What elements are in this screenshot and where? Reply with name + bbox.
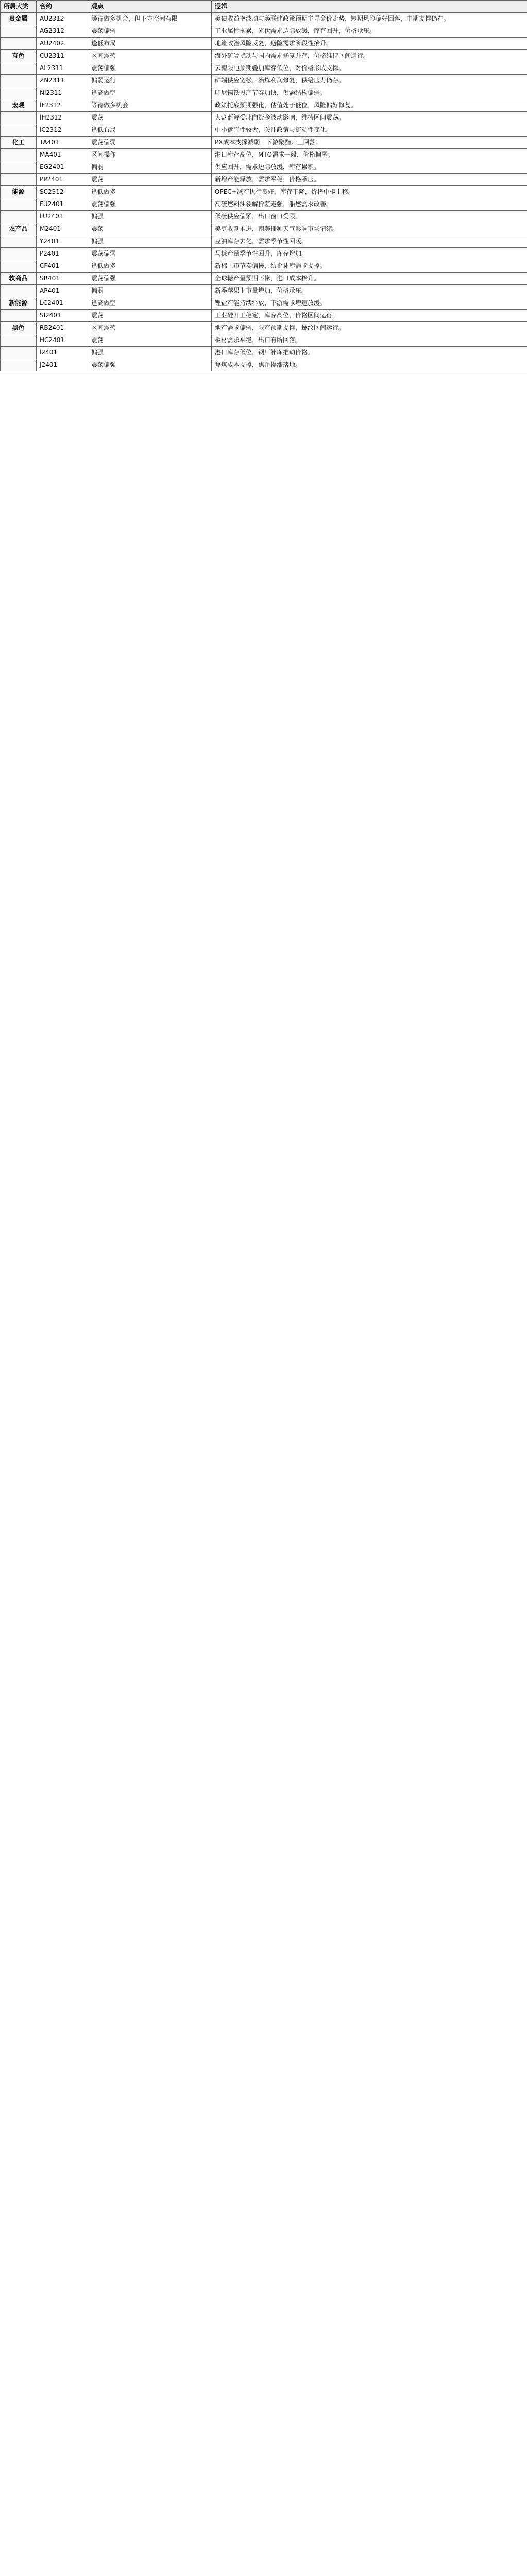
cell-contract: Y2401	[37, 235, 88, 248]
table-row	[1, 124, 527, 137]
cell-view: 偏弱	[88, 161, 212, 174]
cell-view: 区间操作	[88, 149, 212, 161]
cell-logic: 矿端供应宽松，冶炼利润修复，供给压力仍存。	[212, 75, 527, 87]
cell-category	[1, 62, 37, 75]
cell-view: 偏弱运行	[88, 75, 212, 87]
cell-category	[1, 38, 37, 50]
cell-category	[1, 198, 37, 211]
cell-contract: SC2312	[37, 186, 88, 198]
cell-category: 农产品	[1, 223, 37, 235]
header-category: 所属大类	[1, 1, 37, 13]
cell-contract: LC2401	[37, 297, 88, 310]
table-row	[1, 310, 527, 322]
cell-category	[1, 112, 37, 124]
cell-logic: 新棉上市节奏偏慢，纺企补库需求支撑。	[212, 260, 527, 273]
table-row	[1, 186, 527, 198]
cell-logic: 中小盘弹性较大，关注政策与流动性变化。	[212, 124, 527, 137]
cell-category	[1, 260, 37, 273]
cell-view: 区间震荡	[88, 322, 212, 334]
cell-category	[1, 161, 37, 174]
cell-view: 偏强	[88, 211, 212, 223]
cell-category	[1, 87, 37, 99]
cell-contract: TA401	[37, 137, 88, 149]
cell-contract: ZN2311	[37, 75, 88, 87]
cell-contract: IH2312	[37, 112, 88, 124]
cell-category	[1, 359, 37, 371]
table-row	[1, 75, 527, 87]
cell-category	[1, 235, 37, 248]
cell-logic: 港口库存低位，钢厂补库推动价格。	[212, 347, 527, 359]
cell-logic: OPEC+减产执行良好，库存下降，价格中枢上移。	[212, 186, 527, 198]
cell-logic: 供应回升，需求边际放缓，库存累积。	[212, 161, 527, 174]
cell-category: 宏观	[1, 99, 37, 112]
cell-contract: FU2401	[37, 198, 88, 211]
table-row	[1, 87, 527, 99]
cell-view: 逢低布局	[88, 124, 212, 137]
header-logic: 逻辑	[212, 1, 527, 13]
cell-category: 化工	[1, 137, 37, 149]
cell-contract: IC2312	[37, 124, 88, 137]
cell-view: 逢高做空	[88, 297, 212, 310]
cell-contract: AU2402	[37, 38, 88, 50]
table-row	[1, 359, 527, 371]
header-contract: 合约	[37, 1, 88, 13]
table-row	[1, 285, 527, 297]
cell-contract: EG2401	[37, 161, 88, 174]
cell-category: 新能源	[1, 297, 37, 310]
cell-logic: 锂盐产能持续释放，下游需求增速放缓。	[212, 297, 527, 310]
table-row	[1, 297, 527, 310]
cell-view: 震荡偏强	[88, 273, 212, 285]
cell-view: 逢低布局	[88, 38, 212, 50]
table-row	[1, 161, 527, 174]
table-row	[1, 149, 527, 161]
strategy-table	[0, 0, 527, 371]
cell-category	[1, 25, 37, 38]
cell-category	[1, 174, 37, 186]
cell-view: 震荡偏强	[88, 198, 212, 211]
table-row	[1, 273, 527, 285]
cell-logic: 云南限电预期叠加库存低位，对价格形成支撑。	[212, 62, 527, 75]
table-row	[1, 112, 527, 124]
cell-view: 震荡偏弱	[88, 248, 212, 260]
table-row	[1, 235, 527, 248]
cell-logic: 板材需求平稳，出口有所回落。	[212, 334, 527, 347]
cell-contract: AL2311	[37, 62, 88, 75]
cell-contract: SR401	[37, 273, 88, 285]
strategy-table-wrapper	[0, 0, 527, 371]
cell-category	[1, 75, 37, 87]
cell-category: 黑色	[1, 322, 37, 334]
cell-logic: 低硫供应偏紧，出口窗口受限。	[212, 211, 527, 223]
cell-contract: J2401	[37, 359, 88, 371]
cell-logic: 地产需求偏弱，限产预期支撑，螺纹区间运行。	[212, 322, 527, 334]
cell-contract: AP401	[37, 285, 88, 297]
table-row	[1, 25, 527, 38]
cell-view: 震荡偏弱	[88, 25, 212, 38]
cell-view: 等待做多机会	[88, 99, 212, 112]
cell-category	[1, 149, 37, 161]
table-row	[1, 248, 527, 260]
table-header-row	[1, 1, 527, 13]
cell-view: 逢低做多	[88, 186, 212, 198]
cell-category	[1, 334, 37, 347]
cell-logic: 马棕产量季节性回升，库存增加。	[212, 248, 527, 260]
table-row	[1, 62, 527, 75]
cell-category: 软商品	[1, 273, 37, 285]
cell-logic: 美债收益率波动与美联储政策预期主导金价走势，短期风险偏好回落，中期支撑仍在。	[212, 13, 527, 25]
cell-contract: RB2401	[37, 322, 88, 334]
cell-category: 有色	[1, 50, 37, 62]
cell-category	[1, 211, 37, 223]
cell-logic: 政策托底预期强化，估值处于低位，风险偏好修复。	[212, 99, 527, 112]
cell-view: 偏强	[88, 347, 212, 359]
cell-view: 区间震荡	[88, 50, 212, 62]
cell-contract: LU2401	[37, 211, 88, 223]
cell-logic: 新增产能释放，需求平稳，价格承压。	[212, 174, 527, 186]
table-row	[1, 322, 527, 334]
cell-view: 等待做多机会，但下方空间有限	[88, 13, 212, 25]
cell-view: 震荡偏强	[88, 359, 212, 371]
cell-view: 逢高做空	[88, 87, 212, 99]
cell-logic: 豆油库存去化，需求季节性回暖。	[212, 235, 527, 248]
table-row	[1, 334, 527, 347]
table-row	[1, 137, 527, 149]
cell-logic: 工业硅开工稳定，库存高位，价格区间运行。	[212, 310, 527, 322]
cell-logic: 港口库存高位，MTO需求一般，价格偏弱。	[212, 149, 527, 161]
cell-contract: SI2401	[37, 310, 88, 322]
table-row	[1, 223, 527, 235]
cell-category	[1, 285, 37, 297]
table-row	[1, 211, 527, 223]
cell-contract: HC2401	[37, 334, 88, 347]
table-body	[1, 13, 527, 371]
table-row	[1, 13, 527, 25]
cell-category	[1, 248, 37, 260]
cell-logic: 高硫燃料油裂解价差走强，船燃需求改善。	[212, 198, 527, 211]
cell-view: 震荡偏弱	[88, 137, 212, 149]
cell-view: 震荡	[88, 334, 212, 347]
table-row	[1, 347, 527, 359]
cell-contract: NI2311	[37, 87, 88, 99]
cell-logic: 美豆收割推进，南美播种天气影响市场情绪。	[212, 223, 527, 235]
cell-contract: M2401	[37, 223, 88, 235]
cell-contract: IF2312	[37, 99, 88, 112]
cell-view: 偏弱	[88, 285, 212, 297]
cell-view: 逢低做多	[88, 260, 212, 273]
cell-logic: 印尼镍铁投产节奏加快，供需结构偏弱。	[212, 87, 527, 99]
cell-view: 震荡	[88, 174, 212, 186]
cell-contract: PP2401	[37, 174, 88, 186]
cell-logic: 全球糖产量预期下修，进口成本抬升。	[212, 273, 527, 285]
cell-view: 震荡	[88, 310, 212, 322]
table-row	[1, 198, 527, 211]
cell-contract: AU2312	[37, 13, 88, 25]
cell-category: 能源	[1, 186, 37, 198]
cell-logic: 新季苹果上市量增加，价格承压。	[212, 285, 527, 297]
cell-contract: AG2312	[37, 25, 88, 38]
cell-logic: 工业属性拖累，光伏需求边际放缓，库存回升，价格承压。	[212, 25, 527, 38]
cell-category	[1, 124, 37, 137]
cell-view: 偏强	[88, 235, 212, 248]
header-view: 观点	[88, 1, 212, 13]
cell-contract: I2401	[37, 347, 88, 359]
cell-logic: 地缘政治风险反复，避险需求阶段性抬升。	[212, 38, 527, 50]
cell-logic: PX成本支撑减弱，下游聚酯开工回落。	[212, 137, 527, 149]
cell-logic: 大盘蓝筹受北向资金波动影响，维持区间震荡。	[212, 112, 527, 124]
table-row	[1, 50, 527, 62]
cell-logic: 海外矿端扰动与国内需求修复并存，价格维持区间运行。	[212, 50, 527, 62]
cell-contract: MA401	[37, 149, 88, 161]
cell-view: 震荡	[88, 223, 212, 235]
cell-contract: P2401	[37, 248, 88, 260]
cell-view: 震荡	[88, 112, 212, 124]
table-row	[1, 260, 527, 273]
cell-category: 贵金属	[1, 13, 37, 25]
cell-view: 震荡偏强	[88, 62, 212, 75]
cell-contract: CF401	[37, 260, 88, 273]
cell-logic: 焦煤成本支撑，焦企提涨落地。	[212, 359, 527, 371]
cell-category	[1, 310, 37, 322]
table-row	[1, 38, 527, 50]
table-row	[1, 99, 527, 112]
cell-category	[1, 347, 37, 359]
table-row	[1, 174, 527, 186]
cell-contract: CU2311	[37, 50, 88, 62]
